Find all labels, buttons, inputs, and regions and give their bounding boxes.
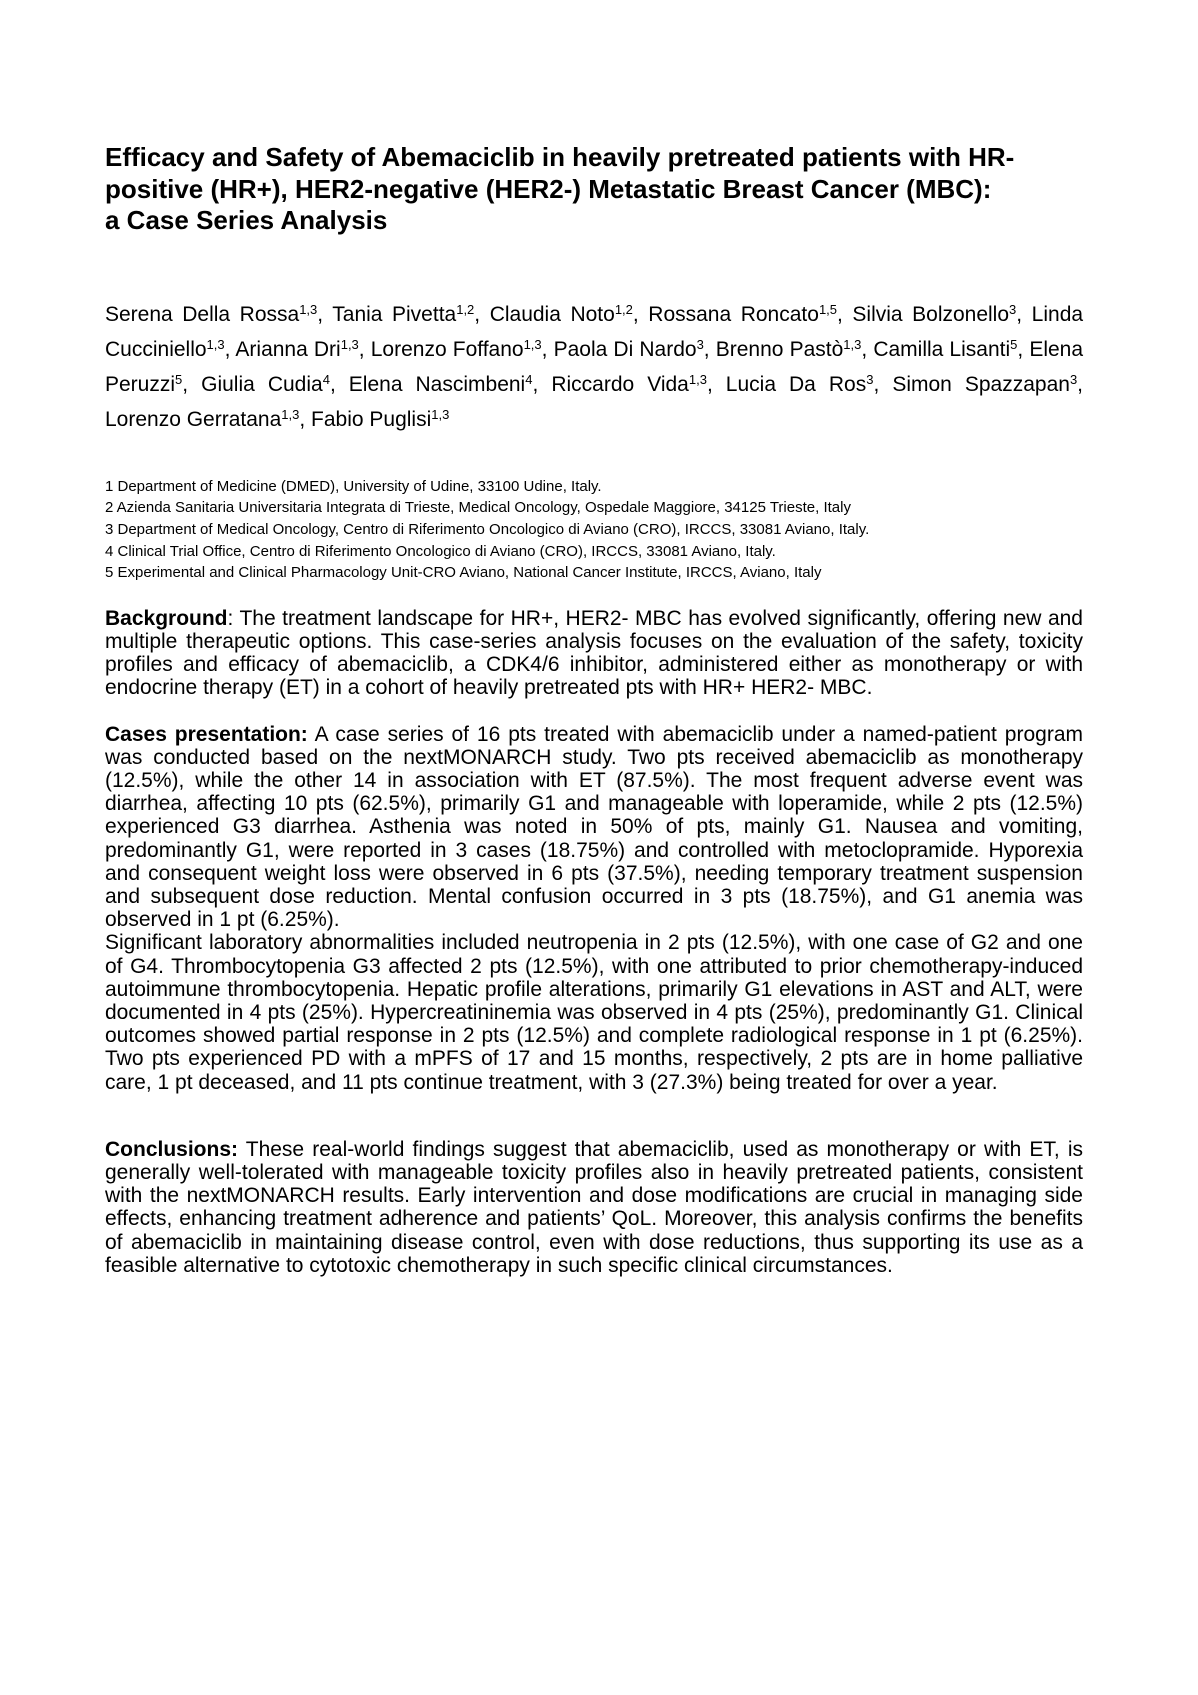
author-list: Serena Della Rossa$^{1,3}$, Tania Pivetta$^{1,2}$, Claudia Noto$^{1,2}$, Rossana Roncato$^{1,5}$, Silvia Bolzonello$^3$, Linda Cucciniello$^{1,3}$, Arianna Dri$^{1,3}$, Lorenzo Foffano$^{1,3}$, Paola Di Nardo$^3$, Brenno Pastò$^{1,3}$, Camilla Lisanti$^5$, Elena Peruzzi$^5$, Giulia Cudia$^4$, Elena Nascimbeni$^4$, Riccardo Vida$^{1,3}$, Lucia Da Ros$^3$, Simon Spazzapan$^3$, Lorenzo Gerratana$^{1,3}$, Fabio Puglisi$^{1,3}$ <box>105 301 1084 431</box>
affiliation: 5 Experimental and Clinical Pharmacology Unit-CRO Aviano, National Cancer Institute, IRCCS, Aviano, Italy <box>105 564 822 582</box>
author-name: Brenno Pastò <box>715 337 844 361</box>
background-colon: : <box>227 606 234 630</box>
author-affiliation-superscript: 4 <box>322 371 330 387</box>
conclusions-text: These real-world findings suggest that abemaciclib, used as monotherapy or with ET, is generally well-tolerated with manageable toxicity profiles also in heavily pretreated patients, consistent with the nextMONARCH results. Early intervention and dose modifications are crucial in managing side effects, enhancing treatment adherence and patients’ QoL. Moreover, this analysis confirms the benefits of abemaciclib in maintaining disease control, even with dose reductions, thus supporting its use as a feasible alternative to cytotoxic chemotherapy in such specific clinical circumstances. <box>105 1137 1083 1277</box>
author-name: Camilla Lisanti <box>873 337 1011 361</box>
author-name: Fabio Puglisi <box>311 407 432 431</box>
author-name: Rossana Roncato <box>648 302 819 326</box>
author-name: Riccardo Vida <box>551 372 689 396</box>
cases-presentation-text-1: A case series of 16 pts treated with abemaciclib under a named-patient program was conducted based on the nextMONARCH study. Two pts received abemaciclib as monotherapy (12.5%), while the other 14 in association with ET (87.5%). The most frequent adverse event was diarrhea, affecting 10 pts (62.5%), primarily G1 and manageable with loperamide, while 2 pts (12.5%) experienced G3 diarrhea. Asthenia was noted in 50% of pts, mainly G1. Nausea and vomiting, predominantly G1, were reported in 3 cases (18.75%) and controlled with metoclopramide. Hyporexia and consequent weight loss were observed in 6 pts (37.5%), needing temporary treatment suspension and subsequent dose reduction. Mental confusion occurred in 3 pts (18.75%), and G1 anemia was observed in 1 pt (6.25%). <box>105 722 1083 932</box>
author-affiliation-superscript: 5 <box>175 371 183 387</box>
author <box>105 408 299 431</box>
author <box>852 303 1016 326</box>
author <box>554 338 704 361</box>
author-name: Claudia Noto <box>489 302 615 326</box>
author-name: Elena Nascimbeni <box>348 372 526 396</box>
background-section <box>105 607 1083 700</box>
author-name: Arianna Dri <box>235 337 341 361</box>
author-affiliation-superscript: 1,3 <box>206 336 225 352</box>
author-name: Paola Di Nardo <box>553 337 697 361</box>
author <box>892 373 1077 396</box>
author-affiliation-superscript: 4 <box>525 371 533 387</box>
author-name: Tania Pivetta <box>332 302 457 326</box>
paper-title-line-1: Efficacy and Safety of Abemaciclib in heavily pretreated patients with HR- <box>105 142 1015 172</box>
author-affiliation-superscript: 1,3 <box>688 371 707 387</box>
author <box>332 303 474 326</box>
author-affiliation-superscript: 1,2 <box>456 301 475 317</box>
cases-presentation-section <box>105 723 1083 1094</box>
author <box>490 303 633 326</box>
author <box>716 338 862 361</box>
author <box>873 338 1017 361</box>
author <box>551 373 707 396</box>
author-affiliation-superscript: 3 <box>866 371 874 387</box>
author-affiliation-superscript: 5 <box>1010 336 1018 352</box>
affiliation-list <box>105 476 1083 584</box>
conclusions-label: Conclusions: <box>105 1137 239 1161</box>
author <box>726 373 874 396</box>
affiliation: 1 Department of Medicine (DMED), University of Udine, 33100 Udine, Italy. <box>105 477 602 495</box>
affiliation: 4 Clinical Trial Office, Centro di Riferimento Oncologico di Aviano (CRO), IRCCS, 33081 Aviano, Italy. <box>105 542 776 560</box>
author-name: Silvia Bolzonello <box>852 302 1010 326</box>
paper-title <box>105 142 1083 237</box>
author-affiliation-superscript: 1,3 <box>431 406 450 422</box>
author-affiliation-superscript: 1,5 <box>818 301 838 317</box>
conclusions-section <box>105 1138 1083 1277</box>
author-name: Serena Della Rossa <box>105 302 300 326</box>
paper-title-line-2: positive (HR+), HER2-negative (HER2-) Metastatic Breast Cancer (MBC): <box>105 173 992 204</box>
author-affiliation-superscript: 1,3 <box>523 336 542 352</box>
background-label: Background <box>105 606 228 630</box>
author-name: Simon Spazzapan <box>892 372 1070 396</box>
author-affiliation-superscript: 1,3 <box>281 406 300 422</box>
author-affiliation-superscript: 1,2 <box>614 301 633 317</box>
author-name: Linda Cucciniello <box>105 302 1084 361</box>
author-affiliation-superscript: 1,3 <box>843 336 862 352</box>
cases-presentation-label: Cases presentation: <box>105 722 308 746</box>
author-affiliation-superscript: 3 <box>696 336 704 352</box>
author <box>201 373 330 396</box>
author-affiliation-superscript: 1,3 <box>340 336 359 352</box>
author-name: Lucia Da Ros <box>725 372 867 396</box>
author <box>311 408 449 431</box>
author <box>371 338 542 361</box>
affiliation: 2 Azienda Sanitaria Universitaria Integrata di Trieste, Medical Oncology, Ospedale Maggiore, 34125 Trieste, Italy <box>105 499 851 517</box>
author <box>235 338 358 361</box>
author-name: Giulia Cudia <box>201 372 323 396</box>
cases-presentation-text-2: Significant laboratory abnormalities included neutropenia in 2 pts (12.5%), with one case of G2 and one of G4. Thrombocytopenia G3 affected 2 pts (12.5%), with one attributed to prior chemotherapy-induced autoimmune thrombocytopenia. Hepatic profile alterations, primarily G1 elevations in AST and ALT, were documented in 4 pts (25%). Hypercreatininemia was observed in 4 pts (25%), predominantly G1. Clinical outcomes showed partial response in 2 pts (12.5%) and complete radiological response in 1 pt (6.25%). Two pts experienced PD with a mPFS of 17 and 15 months, respectively, 2 pts are in home palliative care, 1 pt deceased, and 11 pts continue treatment, with 3 (27.3%) being treated for over a year. <box>105 931 1083 1094</box>
author-affiliation-superscript: 3 <box>1069 371 1078 387</box>
affiliation: 3 Department of Medical Oncology, Centro di Riferimento Oncologico di Aviano (CRO), IRCCS, 33081 Aviano, Italy. <box>105 520 870 538</box>
author <box>105 303 317 326</box>
author-name: Elena Peruzzi <box>105 337 1084 396</box>
author-affiliation-superscript: 3 <box>1009 301 1017 317</box>
author <box>648 303 837 326</box>
author <box>349 373 533 396</box>
background-text: The treatment landscape for HR+, HER2- MBC has evolved significantly, offering new and multiple therapeutic options. This case-series analysis focuses on the evaluation of the safety, toxicity profiles and efficacy of abemaciclib, a CDK4/6 inhibitor, administered either as monotherapy or with endocrine therapy (ET) in a cohort of heavily pretreated pts with HR+ HER2- MBC. <box>105 606 1083 700</box>
paper-title-line-3: a Case Series Analysis <box>105 205 388 236</box>
author-name: Lorenzo Gerratana <box>105 407 282 431</box>
author-name: Lorenzo Foffano <box>370 337 524 361</box>
author-affiliation-superscript: 1,3 <box>299 301 318 317</box>
